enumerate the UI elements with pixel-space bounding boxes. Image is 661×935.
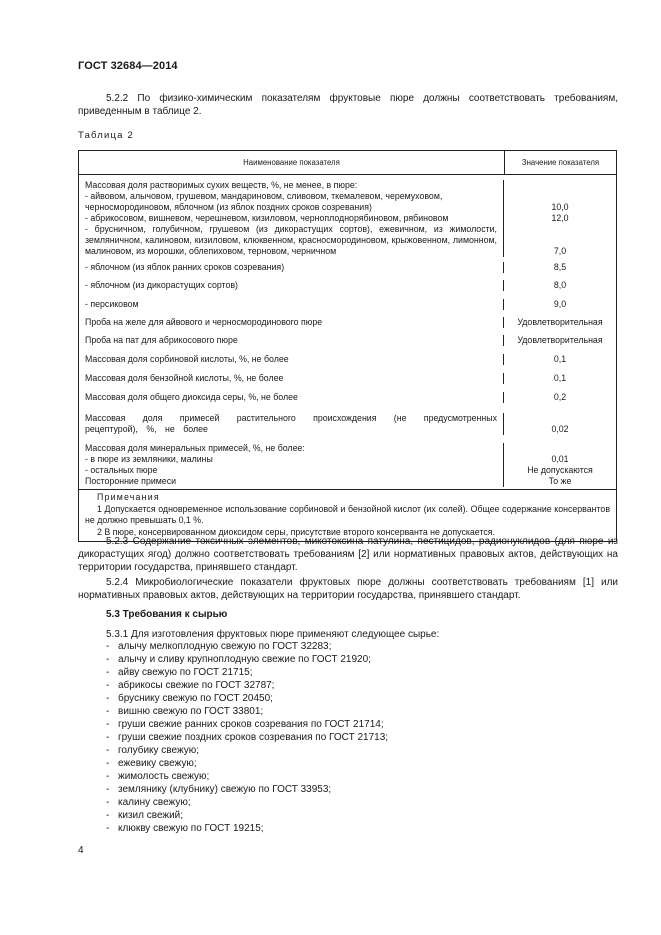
row-value-line: 12,0: [551, 213, 569, 223]
row-line: черносмородиновом, яблочном (из яблок поздних сроков созревания): [85, 202, 372, 212]
row-value: [504, 443, 616, 487]
list-item: [106, 679, 388, 692]
note-item: 2 В пюре, консервированном диоксидом серы, присутствие второго консерванта не допускается.: [97, 526, 495, 537]
list-item-text: голубику свежую;: [118, 745, 200, 756]
list-item: [106, 705, 388, 718]
row-value: 0,02: [551, 424, 569, 434]
table-notes: [79, 489, 616, 541]
row-line: - остальных пюре: [85, 465, 158, 475]
row-indicator: Проба на желе для айвового и черносмородинового пюре: [79, 317, 504, 328]
row-indicator: Массовая доля примесей растительного происхождения (не предусмотренных рецептурой), %, не более: [79, 413, 504, 435]
list-item: [106, 796, 388, 809]
list-dash: -: [106, 719, 110, 730]
list-item-text: абрикосы свежие по ГОСТ 32787;: [118, 680, 275, 691]
table-row: [79, 175, 616, 257]
list-item: [106, 744, 388, 757]
list-dash: -: [106, 810, 110, 821]
list-dash: -: [106, 797, 110, 808]
list-item: [106, 731, 388, 744]
row-value: 9,0: [553, 299, 567, 309]
table-row: [79, 278, 616, 296]
list-item-text: кизил свежий;: [118, 810, 184, 821]
list-dash: -: [106, 693, 110, 704]
list-dash: -: [106, 771, 110, 782]
row-value-line: [504, 180, 616, 191]
list-dash: -: [106, 745, 110, 756]
row-line: - брусничном, голубичном, грушевом (из дикорастущих сортов), ежевичном, из жимолости, земляничном, калиновом, кизиловом, клюквенном, красносмородиновом, крыжовенном, лимонном, малиновом, из морошки, облепиховом, терновом, черничном: [85, 224, 497, 256]
list-dash: -: [106, 706, 110, 717]
list-dash: -: [106, 680, 110, 691]
row-value-line: 10,0: [551, 202, 569, 212]
paragraph-5-3-1: 5.3.1 Для изготовления фруктовых пюре применяют следующее сырье:: [106, 629, 440, 640]
table-row: [79, 440, 616, 489]
requirements-table: [78, 150, 617, 542]
list-item-text: бруснику свежую по ГОСТ 20450;: [118, 693, 273, 704]
note-item: 1 Допускается одновременное использование сорбиновой и бензойной кислот (их солей). Общее содержание консервантов не должно превышать 0,1 %.: [85, 503, 610, 525]
row-value: 8,0: [553, 280, 567, 290]
list-item-text: землянику (клубнику) свежую по ГОСТ 33953;: [118, 784, 332, 795]
row-value: 0,1: [553, 354, 567, 364]
list-item-text: алычу и сливу крупноплодную свежие по ГОСТ 21920;: [118, 654, 371, 665]
col-header-indicator: Наименование показателя: [79, 151, 505, 174]
row-value-line: 0,01: [551, 454, 569, 464]
row-value: [504, 180, 616, 257]
row-indicator: - яблочном (из дикорастущих сортов): [79, 280, 504, 291]
list-item-text: клюкву свежую по ГОСТ 19215;: [118, 823, 264, 834]
row-line: Посторонние примеси: [85, 476, 177, 486]
row-indicator: [79, 443, 504, 487]
row-indicator: - персиковом: [79, 299, 504, 310]
row-value: 0,1: [553, 373, 567, 383]
row-value-line: 7,0: [553, 246, 567, 256]
row-line: - абрикосовом, вишневом, черешневом, кизиловом, черноплоднорябиновом, рябиновом: [85, 213, 449, 223]
list-item: [106, 757, 388, 770]
paragraph-5-2-2: 5.2.2 По физико-химическим показателям фруктовые пюре должны соответствовать требованиям, приведенным в таблице 2.: [78, 93, 618, 117]
list-dash: -: [106, 823, 110, 834]
list-item-text: айву свежую по ГОСТ 21715;: [118, 667, 253, 678]
table-row: [79, 408, 616, 440]
table-caption: [78, 130, 133, 141]
row-line: Массовая доля минеральных примесей, %, не более:: [85, 443, 305, 453]
list-item: [106, 653, 388, 666]
col-header-value: Значение показателя: [521, 158, 600, 167]
row-value-line: [504, 191, 616, 202]
table-row: [79, 257, 616, 278]
list-item-text: ежевику свежую;: [118, 758, 197, 769]
list-dash: -: [106, 758, 110, 769]
list-item: [106, 692, 388, 705]
list-item: [106, 666, 388, 679]
list-dash: -: [106, 654, 110, 665]
row-line: - в пюре из земляники, малины: [85, 454, 213, 464]
table-row: [79, 389, 616, 408]
list-item: [106, 809, 388, 822]
row-indicator: - яблочном (из яблок ранних сроков созревания): [79, 262, 504, 273]
table-row: [79, 315, 616, 333]
list-item-text: алычу мелкоплодную свежую по ГОСТ 32283;: [118, 641, 332, 652]
row-value-line: [504, 235, 616, 246]
row-line: - айвовом, алычовом, грушевом, мандариновом, сливовом, ткемалевом, черемуховом,: [85, 191, 443, 201]
list-item-text: груши свежие ранних сроков созревания по ГОСТ 21714;: [118, 719, 384, 730]
row-indicator: Массовая доля сорбиновой кислоты, %, не более: [79, 354, 504, 365]
list-item: [106, 640, 388, 653]
document-code: ГОСТ 32684—2014: [78, 60, 178, 72]
table-caption-number: 2: [127, 130, 133, 141]
row-value-line: Не допускаются: [527, 465, 593, 475]
section-heading-5-3: 5.3 Требования к сырью: [106, 609, 228, 620]
list-item: [106, 770, 388, 783]
list-dash: -: [106, 641, 110, 652]
list-item: [106, 822, 388, 835]
list-item-text: жимолость свежую;: [118, 771, 210, 782]
row-indicator: [79, 180, 504, 257]
list-dash: -: [106, 667, 110, 678]
row-line: Массовая доля растворимых сухих веществ, %, не менее, в пюре:: [85, 180, 358, 190]
list-item-text: вишню свежую по ГОСТ 33801;: [118, 706, 264, 717]
row-value-line: То же: [548, 476, 572, 486]
list-dash: -: [106, 732, 110, 743]
row-indicator: Проба на пат для абрикосового пюре: [79, 335, 504, 346]
paragraph-5-2-4: 5.2.4 Микробиологические показатели фруктовых пюре должны соответствовать требованиям [1] или нормативных правовых актов, действующих на территории государства, принявшего стандарт.: [78, 577, 618, 601]
row-value: Удовлетворительная: [517, 317, 603, 327]
row-indicator: Массовая доля общего диоксида серы, %, не более: [79, 392, 504, 403]
table-row: [79, 351, 616, 370]
list-dash: -: [106, 784, 110, 795]
row-value: 8,5: [553, 262, 567, 272]
page-number: 4: [78, 845, 84, 856]
raw-materials-list: [106, 640, 388, 835]
paragraph-5-2-3: 5.2.3 Содержание токсичных элементов, микотоксина патулина, пестицидов, радионуклидов (для пюре из дикорастущих ягод) должно соответствовать требованиям [2] или нормативных правовых актов, действующих на территории государства, принявшего стандарт.: [78, 536, 618, 573]
row-indicator: Массовая доля бензойной кислоты, %, не более: [79, 373, 504, 384]
row-value-line: [504, 224, 616, 235]
list-item: [106, 718, 388, 731]
list-item-text: калину свежую;: [118, 797, 191, 808]
notes-title: Примечания: [97, 492, 160, 502]
table-row: [79, 370, 616, 389]
table-caption-word: Таблица: [78, 130, 124, 141]
table-row: [79, 333, 616, 351]
row-value: 0,2: [553, 392, 567, 402]
list-item-text: груши свежие поздних сроков созревания по ГОСТ 21713;: [118, 732, 389, 743]
row-value: Удовлетворительная: [517, 335, 603, 345]
table-row: [79, 296, 616, 315]
table-header: [79, 151, 616, 175]
row-value-line: [504, 443, 616, 454]
list-item: [106, 783, 388, 796]
